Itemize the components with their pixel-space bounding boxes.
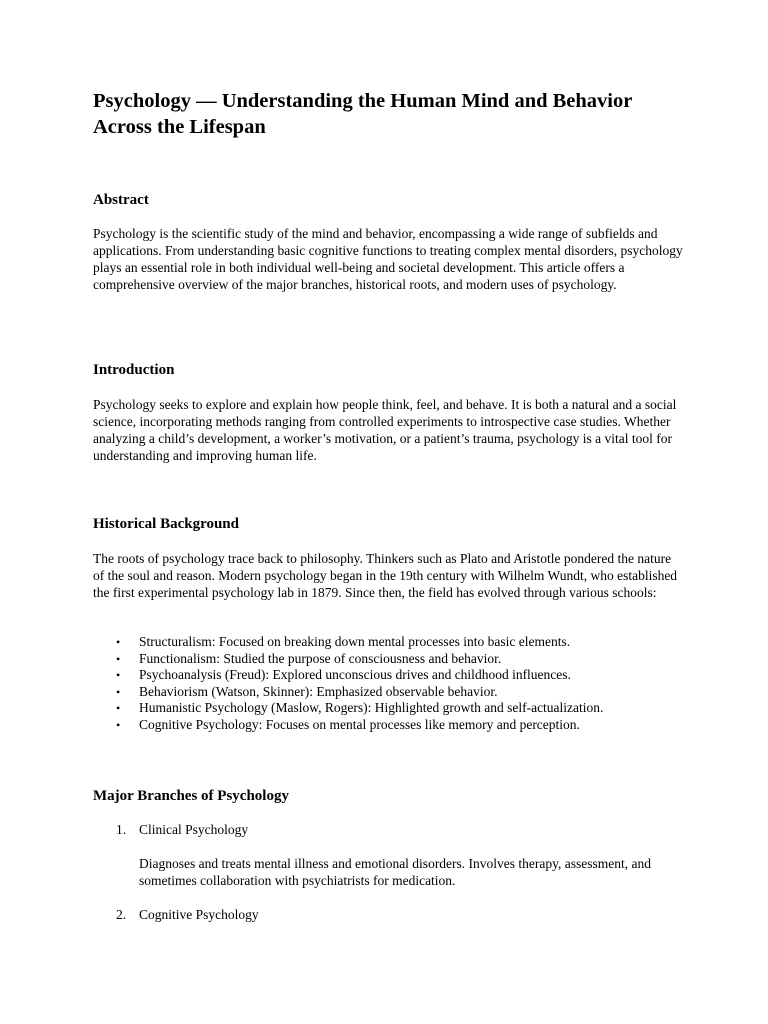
bullet-icon: • [116,701,121,716]
abstract-heading: Abstract [93,192,149,208]
introduction-body: Psychology seeks to explore and explain how people think, feel, and behave. It is both a natural and a social science, incorporating methods ranging from controlled experiments to introspective case studies. Whether analyzing a child’s development, a worker’s motivation, or a patient’s trauma, psychology is a vital tool for understanding and improving human life. [93,397,677,463]
school-text: Humanistic Psychology (Maslow, Rogers): Highlighted growth and self-actualization. [139,700,604,716]
school-text: Functionalism: Studied the purpose of consciousness and behavior. [139,650,502,666]
document-title: Psychology — Understanding the Human Mind and Behavior Across the Lifespan [93,90,632,138]
school-text: Structuralism: Focused on breaking down mental processes into basic elements. [139,634,571,649]
abstract-body: Psychology is the scientific study of the mind and behavior, encompassing a wide range of subfields and applications. From understanding basic cognitive functions to treating complex mental disorders, psychology plays an essential role in both individual well-being and societal development. This article offers a comprehensive overview of the major branches, historical roots, and modern uses of psychology. [93,226,683,292]
bullet-icon: • [116,668,121,683]
item-number: 2. [116,907,127,922]
history-body: The roots of psychology trace back to philosophy. Thinkers such as Plato and Aristotle pondered the nature of the soul and reason. Modern psychology began in the 19th century with Wilhelm Wundt, who established the first experimental psychology lab in 1879. Since then, the field has evolved through various schools: [93,551,678,600]
list-item [93,634,693,651]
item-number: 1. [116,822,127,837]
branch-description: Diagnoses and treats mental illness and emotional disorders. Involves therapy, assessment, and sometimes collaboration with psychiatrists for medication. [139,856,652,888]
schools-list [93,634,693,734]
branches-heading: Major Branches of Psychology [93,788,289,804]
list-item [93,717,693,734]
list-item [93,651,693,668]
bullet-icon: • [116,635,121,649]
bullet-icon: • [116,651,121,666]
bullet-icon: • [116,717,121,732]
list-item [93,667,693,684]
school-text: Behaviorism (Watson, Skinner): Emphasized observable behavior. [139,683,498,699]
introduction-heading: Introduction [93,362,175,378]
school-text: Cognitive Psychology: Focuses on mental processes like memory and perception. [139,716,580,732]
history-heading: Historical Background [93,516,239,532]
list-item [93,684,693,701]
school-text: Psychoanalysis (Freud): Explored unconscious drives and childhood influences. [139,667,571,683]
bullet-icon: • [116,684,121,699]
list-item [93,700,693,717]
branch-name: Clinical Psychology [139,822,249,837]
branch-name: Cognitive Psychology [139,907,259,922]
